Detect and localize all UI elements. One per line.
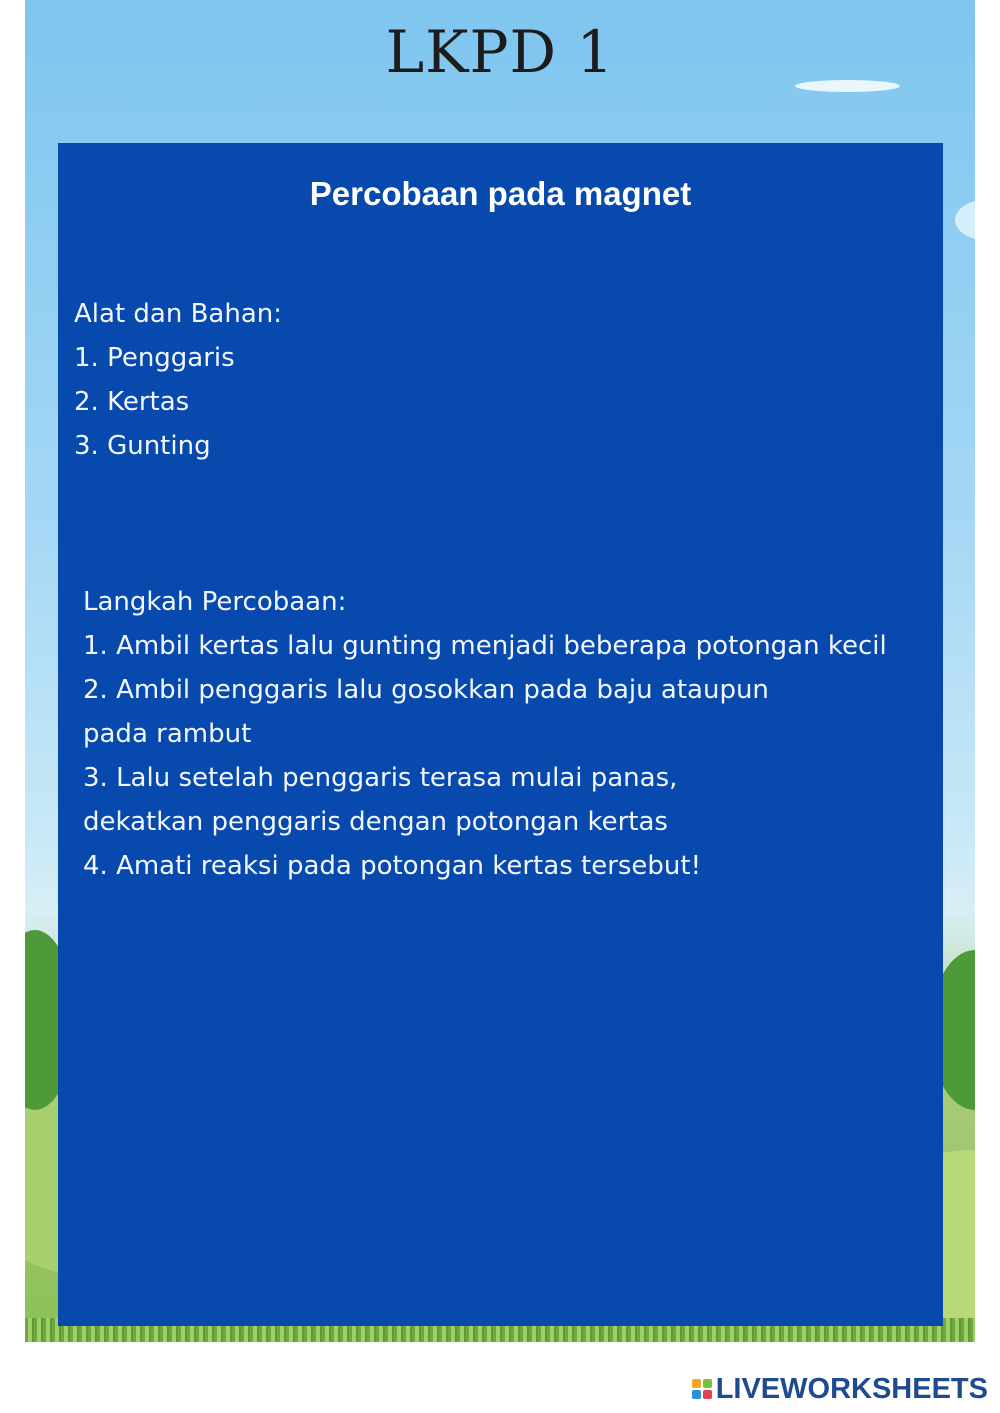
logo-square bbox=[692, 1390, 701, 1399]
step-line: dekatkan penggaris dengan potongan kertas bbox=[83, 807, 668, 837]
materials-label: Alat dan Bahan: bbox=[74, 299, 282, 329]
material-item: 1. Penggaris bbox=[74, 343, 235, 373]
panel-heading: Percobaan pada magnet bbox=[309, 175, 692, 212]
liveworksheets-logo[interactable] bbox=[692, 1371, 988, 1407]
logo-squares-icon bbox=[692, 1379, 712, 1399]
materials-section bbox=[74, 292, 282, 468]
step-line: 4. Amati reaksi pada potongan kertas tersebut! bbox=[83, 851, 702, 881]
step-line: 3. Lalu setelah penggaris terasa mulai panas, bbox=[83, 763, 678, 793]
steps-section bbox=[83, 580, 887, 888]
step-line: pada rambut bbox=[83, 719, 252, 749]
page-title: LKPD 1 bbox=[385, 18, 615, 86]
content-panel bbox=[58, 143, 943, 1326]
material-item: 3. Gunting bbox=[74, 431, 211, 461]
material-item: 2. Kertas bbox=[74, 387, 190, 417]
step-line: 2. Ambil penggaris lalu gosokkan pada baju ataupun bbox=[83, 675, 769, 705]
logo-text: LIVEWORKSHEETS bbox=[715, 1372, 988, 1405]
logo-square bbox=[692, 1379, 701, 1388]
step-line: 1. Ambil kertas lalu gunting menjadi beberapa potongan kecil bbox=[83, 631, 887, 661]
logo-square bbox=[703, 1390, 712, 1399]
steps-label: Langkah Percobaan: bbox=[83, 587, 347, 617]
cloud-decoration bbox=[955, 200, 975, 240]
logo-square bbox=[703, 1379, 712, 1388]
worksheet-background bbox=[25, 0, 975, 1342]
